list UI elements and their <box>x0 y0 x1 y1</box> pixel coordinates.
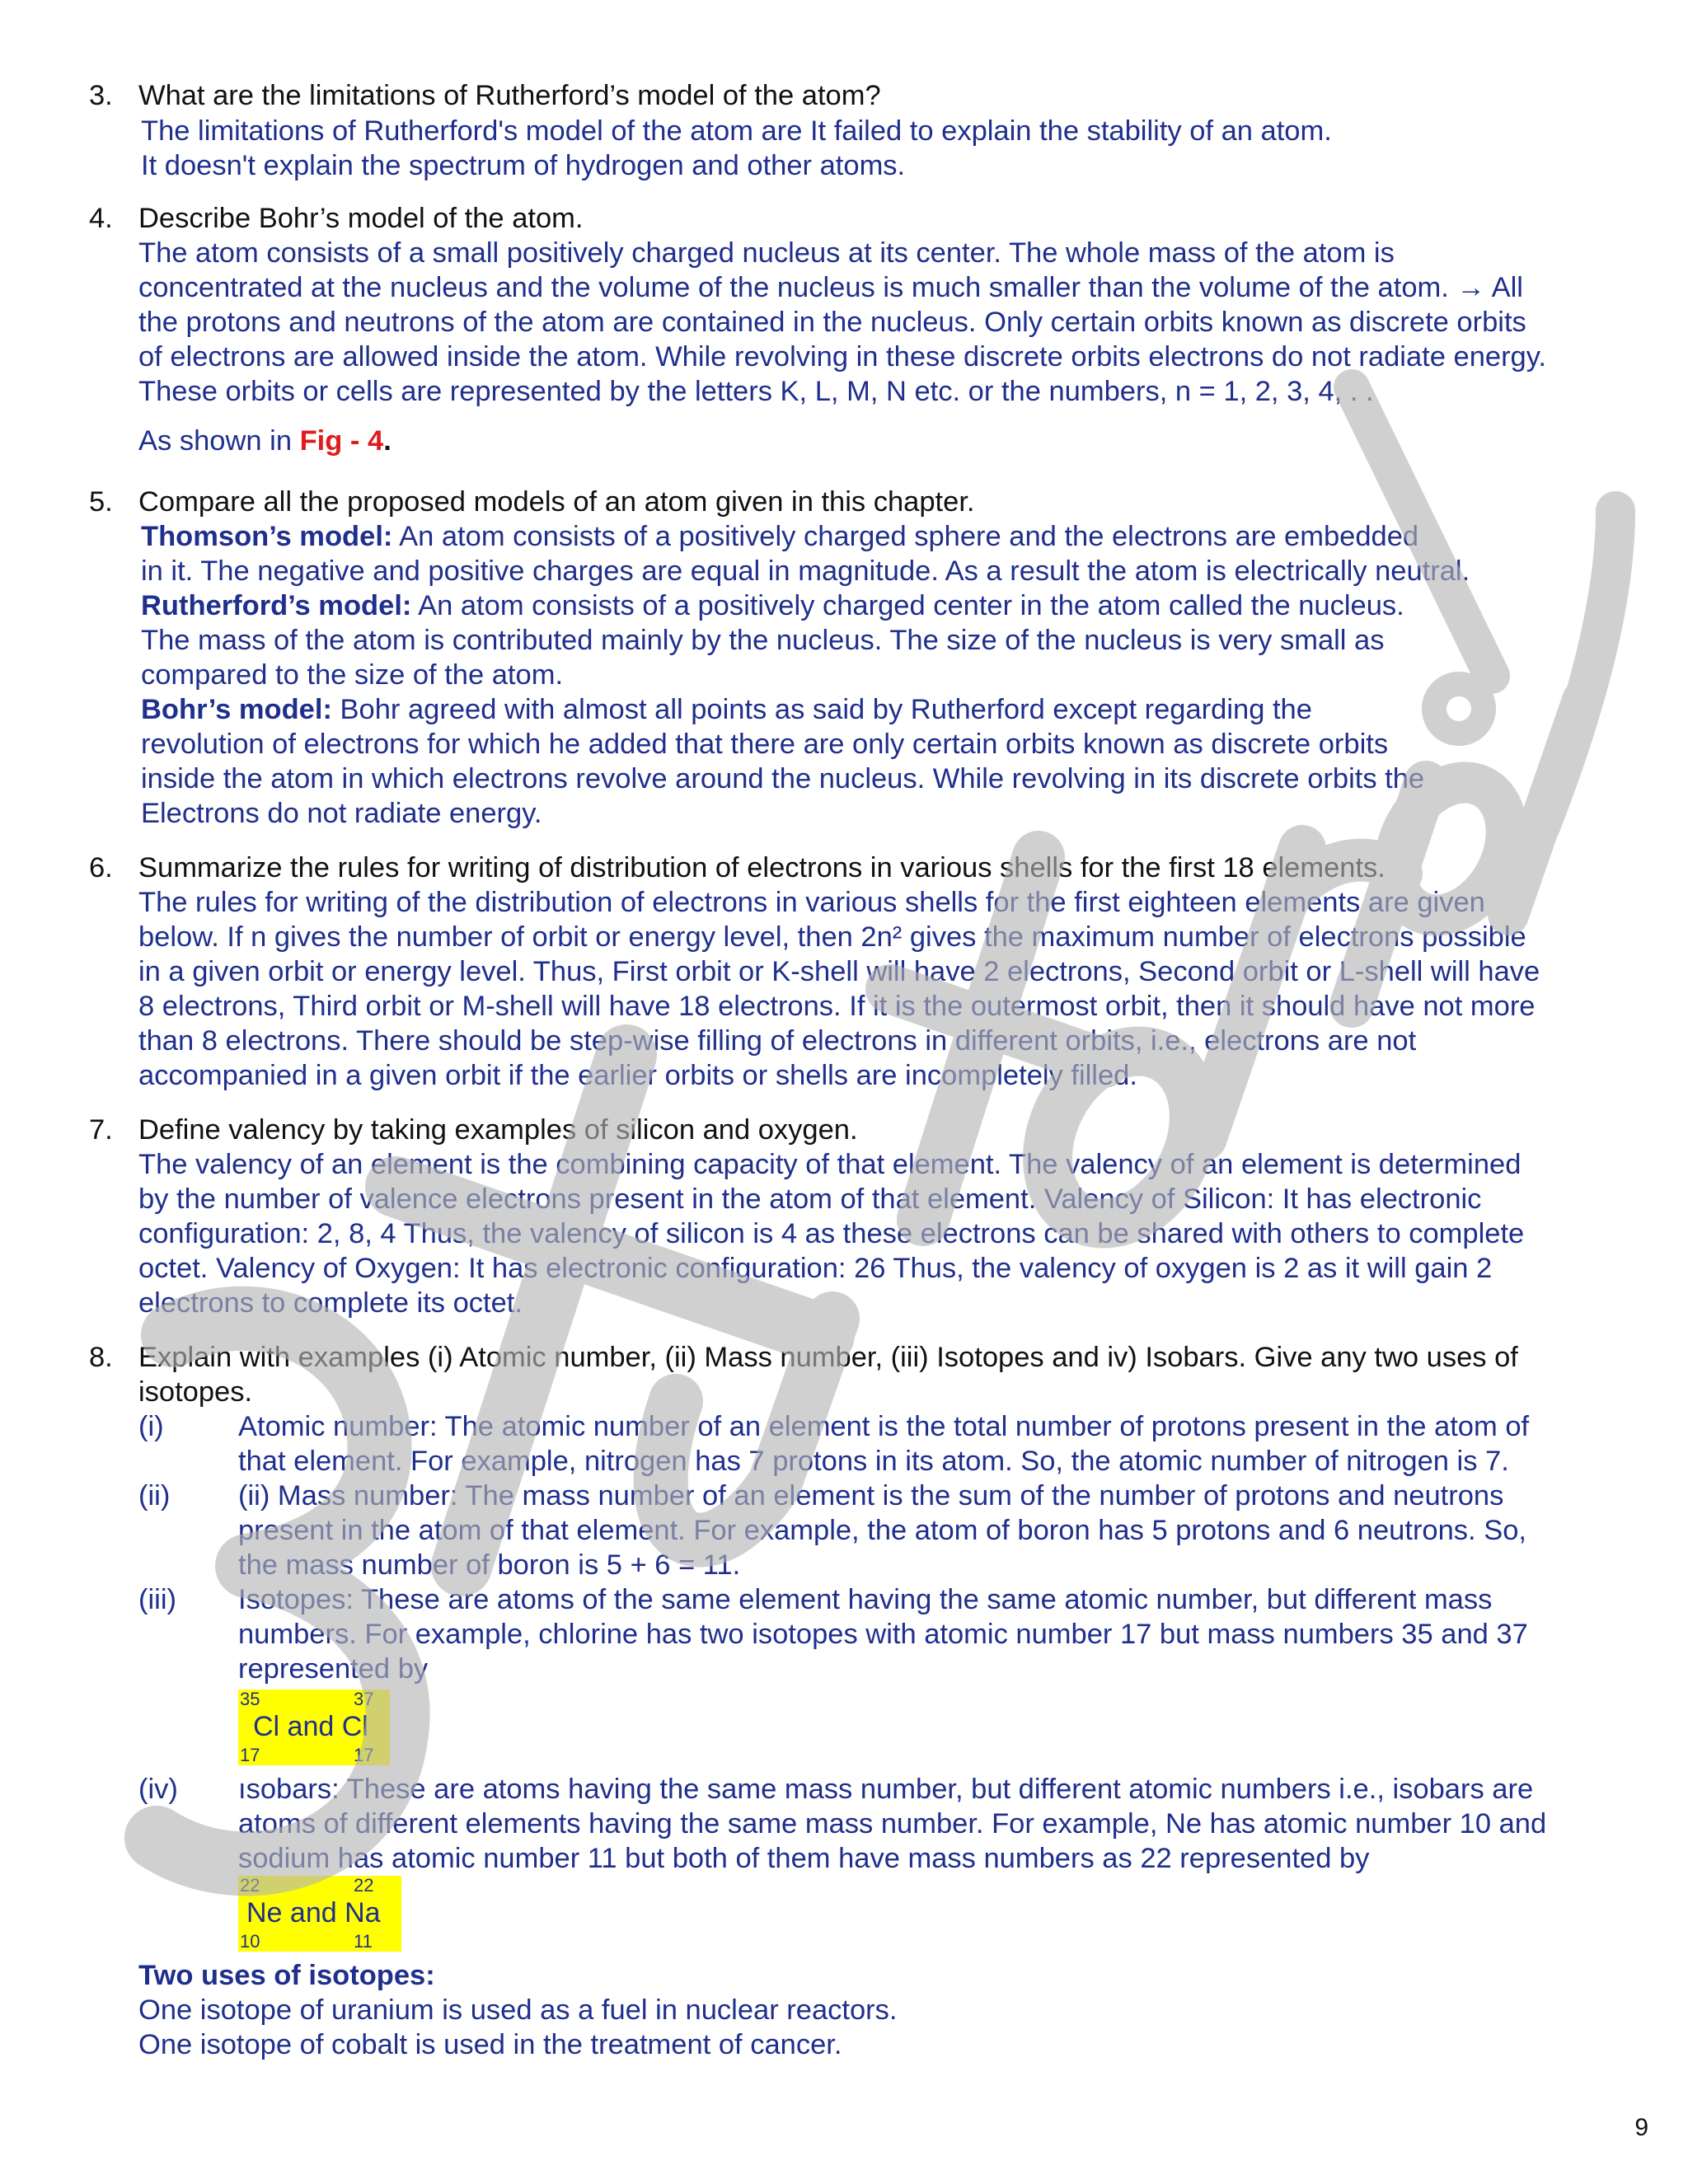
answer-4-line-5: These orbits or cells are represented by the letters K, L, M, N etc. or the numbers, n = 1, 2, 3, 4, . . <box>138 376 1374 407</box>
isotope-use-2: One isotope of cobalt is used in the treatment of cancer. <box>138 2029 842 2060</box>
part-ii-line-1: (ii) Mass number: The mass number of an element is the sum of the number of protons and neutrons <box>238 1480 1504 1511</box>
question-3-number: 3. <box>89 80 113 111</box>
question-7-number: 7. <box>89 1114 113 1146</box>
answer-6-line-5: than 8 electrons. There should be step-wise filling of electrons in different orbits, i.e., electrons are not <box>138 1025 1417 1057</box>
question-5-number: 5. <box>89 486 113 518</box>
chlorine-37-atomic-number: 17 <box>354 1745 374 1765</box>
question-8-number: 8. <box>89 1342 113 1373</box>
answer-7-line-3: configuration: 2, 8, 4 Thus, the valency of silicon is 4 as these electrons can be shared with others to complete <box>138 1218 1525 1249</box>
question-8-text-line-2: isotopes. <box>138 1376 253 1408</box>
part-i-line-1: Atomic number: The atomic number of an element is the total number of protons present in the atom of <box>238 1411 1530 1442</box>
page-number: 9 <box>1634 2114 1648 2141</box>
question-6-number: 6. <box>89 852 113 883</box>
part-iii-line-2: numbers. For example, chlorine has two isotopes with atomic number 17 but mass numbers 35 and 37 <box>238 1619 1528 1650</box>
part-iv-line-2: atoms of different elements having the same mass number. For example, Ne has atomic number 10 and <box>238 1808 1547 1840</box>
answer-3-line-1: The limitations of Rutherford's model of the atom are It failed to explain the stability of an atom. <box>141 115 1332 147</box>
isobar-symbols: Ne and Na <box>246 1897 381 1929</box>
answer-4-line-1: The atom consists of a small positively charged nucleus at its center. The whole mass of the atom is <box>138 237 1395 269</box>
bohr-model-text: Bohr agreed with almost all points as said by Rutherford except regarding the <box>331 694 1312 725</box>
chlorine-35-mass-number: 35 <box>240 1689 260 1709</box>
answer-6-line-6: accompanied in a given orbit if the earlier orbits or shells are incompletely filled. <box>138 1060 1137 1091</box>
question-4-text: Describe Bohr’s model of the atom. <box>138 203 584 234</box>
thomson-model-line-1 <box>141 519 1418 554</box>
part-i-line-2: that element. For example, nitrogen has 7 protons in its atom. So, the atomic number of nitrogen is 7. <box>238 1446 1509 1477</box>
part-iii-line-1: Isotopes: These are atoms of the same element having the same atomic number, but different mass <box>238 1584 1493 1615</box>
rutherford-model-text: An atom consists of a positively charged center in the atom called the nucleus. <box>411 590 1404 621</box>
answer-7-line-2: by the number of valence electrons present in the atom of that element. Valency of Silicon: It has electronic <box>138 1183 1482 1215</box>
chlorine-isotope-symbols: Cl and Cl <box>253 1711 368 1742</box>
bohr-model-line-3: inside the atom in which electrons revolve around the nucleus. While revolving in its discrete orbits the <box>141 763 1425 794</box>
rutherford-model-line-2: The mass of the atom is contributed mainly by the nucleus. The size of the nucleus is very small as <box>141 625 1385 656</box>
part-i-label: (i) <box>138 1411 164 1442</box>
bohr-model-line-1 <box>141 692 1312 727</box>
answer-6-line-3: in a given orbit or energy level. Thus, First orbit or K-shell will have 2 electrons, Second orbit or L-shell will have <box>138 956 1540 987</box>
part-iii-label: (iii) <box>138 1584 176 1615</box>
part-ii-line-2: present in the atom of that element. For example, the atom of boron has 5 protons and 6 neutrons. So, <box>238 1515 1527 1546</box>
answer-6-line-4: 8 electrons, Third orbit or M-shell will have 18 electrons. If it is the outermost orbit, then it should have not more <box>138 991 1536 1022</box>
part-iv-line-3: sodium has atomic number 11 but both of them have mass numbers as 22 represented by <box>238 1843 1370 1874</box>
answer-3-line-2: It doesn't explain the spectrum of hydrogen and other atoms. <box>141 150 906 181</box>
rutherford-model-line-1 <box>141 588 1404 623</box>
uses-of-isotopes-title: Two uses of isotopes: <box>138 1960 435 1991</box>
question-5-text: Compare all the proposed models of an atom given in this chapter. <box>138 486 975 518</box>
chlorine-37-mass-number: 37 <box>354 1689 374 1709</box>
figure-reference-suffix: . <box>383 425 392 457</box>
rutherford-model-line-3: compared to the size of the atom. <box>141 659 564 691</box>
question-4-number: 4. <box>89 203 113 234</box>
question-8-text-line-1: Explain with examples (i) Atomic number, (ii) Mass number, (iii) Isotopes and iv) Isobars. Give any two uses of <box>138 1342 1518 1373</box>
isobar-notation <box>238 1876 401 1952</box>
sodium-atomic-number: 11 <box>354 1931 373 1952</box>
answer-4-line-2: concentrated at the nucleus and the volume of the nucleus is much smaller than the volume of the atom. → All <box>138 272 1523 303</box>
thomson-model-text: An atom consists of a positively charged sphere and the electrons are embedded <box>392 521 1419 552</box>
question-6-text: Summarize the rules for writing of distribution of electrons in various shells for the first 18 elements. <box>138 852 1386 883</box>
part-iv-label: (iv) <box>138 1774 178 1805</box>
sodium-mass-number: 22 <box>354 1875 374 1896</box>
figure-reference-prefix: As shown in <box>138 425 300 457</box>
answer-7-line-4: octet. Valency of Oxygen: It has electronic configuration: 26 Thus, the valency of oxygen is 2 as it will gain 2 <box>138 1253 1493 1284</box>
thomson-model-line-2: in it. The negative and positive charges are equal in magnitude. As a result the atom is electrically neutral. <box>141 555 1470 587</box>
question-3-text: What are the limitations of Rutherford’s model of the atom? <box>138 80 881 111</box>
part-iv-line-1: ısobars: These are atoms having the same mass number, but different atomic numbers i.e., isobars are <box>238 1774 1534 1805</box>
chlorine-35-atomic-number: 17 <box>240 1745 260 1765</box>
neon-mass-number: 22 <box>240 1875 260 1896</box>
neon-atomic-number: 10 <box>240 1931 260 1952</box>
part-iii-line-3: represented by <box>238 1653 429 1685</box>
thomson-model-label: Thomson’s model: <box>141 521 393 552</box>
figure-reference-link: Fig - 4 <box>299 425 384 457</box>
answer-6-line-1: The rules for writing of the distribution of electrons in various shells for the first eighteen elements are given <box>138 887 1485 918</box>
isotope-use-1: One isotope of uranium is used as a fuel in nuclear reactors. <box>138 1994 898 2026</box>
answer-4-line-4: of electrons are allowed inside the atom. While revolving in these discrete orbits electrons do not radiate energy. <box>138 341 1547 373</box>
bohr-model-label: Bohr’s model: <box>141 694 332 725</box>
answer-6-line-2: below. If n gives the number of orbit or energy level, then 2n² gives the maximum number of electrons possible <box>138 921 1526 953</box>
answer-7-line-1: The valency of an element is the combining capacity of that element. The valency of an element is determined <box>138 1149 1522 1180</box>
bohr-model-line-2: revolution of electrons for which he added that there are only certain orbits known as discrete orbits <box>141 729 1389 760</box>
part-ii-line-3: the mass number of boron is 5 + 6 = 11. <box>238 1549 741 1581</box>
part-ii-label: (ii) <box>138 1480 171 1511</box>
question-7-text: Define valency by taking examples of silicon and oxygen. <box>138 1114 858 1146</box>
chlorine-isotope-notation <box>238 1690 390 1765</box>
bohr-model-line-4: Electrons do not radiate energy. <box>141 798 542 829</box>
answer-4-line-3: the protons and neutrons of the atom are contained in the nucleus. Only certain orbits known as discrete orbits <box>138 307 1526 338</box>
answer-7-line-5: electrons to complete its octet. <box>138 1287 523 1319</box>
figure-reference-line <box>138 424 392 458</box>
rutherford-model-label: Rutherford’s model: <box>141 590 412 621</box>
